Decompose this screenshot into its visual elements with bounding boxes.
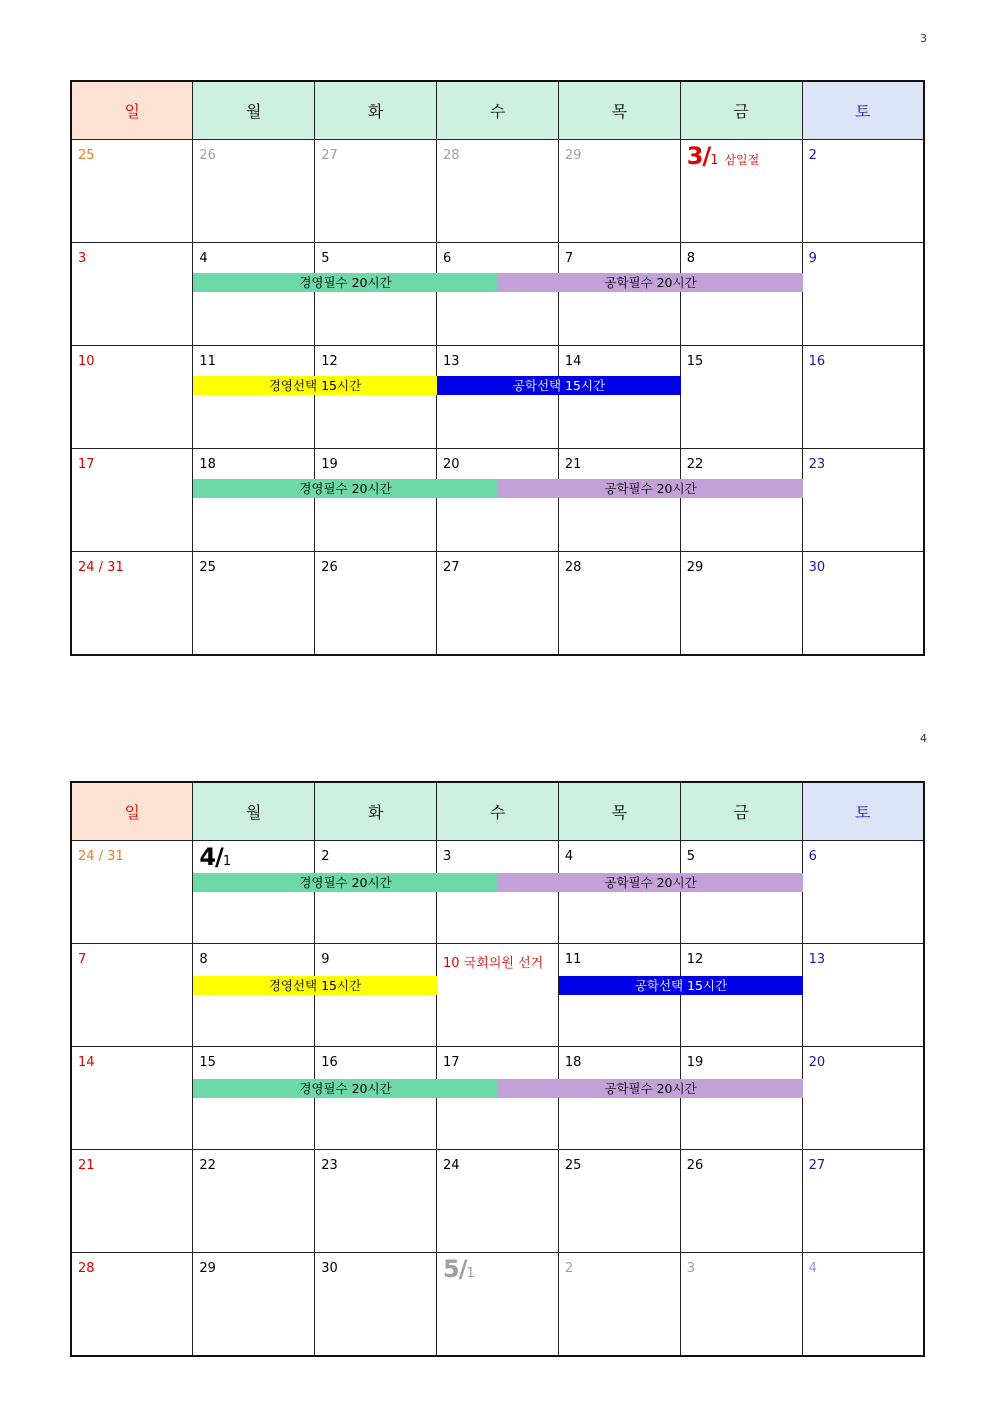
holiday-label: 10 국회의원 선거 xyxy=(443,956,544,971)
month-start-label xyxy=(443,1255,475,1283)
day-cell[interactable] xyxy=(193,1150,315,1253)
week-row xyxy=(71,449,924,552)
day-number: 30 xyxy=(321,1261,338,1276)
header-friday: 금 xyxy=(680,81,802,140)
day-number: 9 xyxy=(808,251,817,266)
day-cell[interactable] xyxy=(315,449,437,552)
day-cell[interactable] xyxy=(193,140,315,243)
day-number: 15 xyxy=(686,354,704,369)
day-cell[interactable] xyxy=(558,552,680,656)
month-number: 3 xyxy=(686,142,703,170)
day-number: 24 / 31 xyxy=(78,560,124,575)
header-tuesday: 화 xyxy=(315,782,437,841)
day-number: 29 xyxy=(199,1261,216,1276)
day-number: 8 xyxy=(686,251,695,266)
day-cell[interactable] xyxy=(437,140,559,243)
event-bar-management-required[interactable]: 경영필수 20시간 xyxy=(193,1079,498,1098)
day-cell[interactable] xyxy=(802,944,924,1047)
day-number: 28 xyxy=(78,1261,95,1276)
day-cell[interactable] xyxy=(315,243,437,346)
day-number: 1 xyxy=(710,153,719,168)
day-number: 27 xyxy=(443,560,460,575)
day-number: 21 xyxy=(78,1158,95,1173)
weekday-header-row xyxy=(71,81,924,140)
day-number: 18 xyxy=(199,457,216,472)
day-number: 26 xyxy=(199,148,216,163)
day-number: 25 xyxy=(78,148,95,163)
header-tuesday: 화 xyxy=(315,81,437,140)
event-bar-engineering-required[interactable]: 공학필수 20시간 xyxy=(498,479,803,498)
event-bar-engineering-elective[interactable]: 공학선택 15시간 xyxy=(559,976,803,995)
day-number: 21 xyxy=(564,457,582,472)
day-number: 29 xyxy=(686,560,704,575)
day-number: 20 xyxy=(443,457,460,472)
header-monday: 월 xyxy=(193,81,315,140)
day-number: 27 xyxy=(808,1158,826,1173)
day-number: 11 xyxy=(199,354,216,369)
day-cell[interactable] xyxy=(71,1150,193,1253)
day-cell[interactable] xyxy=(802,243,924,346)
day-number: 26 xyxy=(321,560,338,575)
day-number: 1 xyxy=(222,854,232,869)
event-bar-engineering-elective[interactable]: 공학선택 15시간 xyxy=(437,376,681,395)
day-number: 14 xyxy=(78,1055,95,1070)
day-cell[interactable] xyxy=(680,552,802,656)
header-friday: 금 xyxy=(680,782,802,841)
day-number: 17 xyxy=(78,457,95,472)
day-number: 7 xyxy=(564,251,574,266)
day-number: 28 xyxy=(443,148,460,163)
day-cell[interactable] xyxy=(558,243,680,346)
day-cell[interactable] xyxy=(558,1150,680,1253)
day-number: 25 xyxy=(564,1158,582,1173)
day-number: 3 xyxy=(78,251,87,266)
page-number: 4 xyxy=(920,732,927,745)
day-cell[interactable] xyxy=(71,449,193,552)
month-number: 5 xyxy=(443,1255,459,1283)
day-number: 19 xyxy=(686,1055,704,1070)
header-monday: 월 xyxy=(193,782,315,841)
day-number: 14 xyxy=(564,354,582,369)
day-cell[interactable] xyxy=(315,841,437,944)
day-cell[interactable] xyxy=(315,552,437,656)
day-cell[interactable] xyxy=(437,944,559,1047)
day-cell[interactable] xyxy=(71,243,193,346)
day-number: 16 xyxy=(321,1055,338,1070)
day-cell[interactable] xyxy=(437,449,559,552)
day-number: 12 xyxy=(686,952,704,967)
day-cell[interactable] xyxy=(558,449,680,552)
event-bar-management-required[interactable]: 경영필수 20시간 xyxy=(193,273,498,292)
day-cell[interactable] xyxy=(680,1253,802,1357)
week-row xyxy=(71,1150,924,1253)
day-cell[interactable] xyxy=(802,1253,924,1357)
week-row xyxy=(71,1253,924,1357)
day-number: 2 xyxy=(564,1261,574,1276)
month-start-label xyxy=(687,142,760,170)
day-cell[interactable] xyxy=(437,346,559,449)
day-cell[interactable] xyxy=(193,243,315,346)
day-cell[interactable] xyxy=(680,449,802,552)
week-row xyxy=(71,552,924,656)
day-cell[interactable] xyxy=(71,346,193,449)
day-number: 8 xyxy=(199,952,208,967)
day-cell[interactable] xyxy=(437,1150,559,1253)
day-cell[interactable] xyxy=(315,1253,437,1357)
day-cell[interactable] xyxy=(680,1150,802,1253)
day-cell[interactable] xyxy=(71,1253,193,1357)
day-cell[interactable] xyxy=(193,1047,315,1150)
day-number: 1 xyxy=(466,1266,475,1281)
day-cell[interactable] xyxy=(802,140,924,243)
day-number: 24 / 31 xyxy=(78,849,124,864)
week-row xyxy=(71,243,924,346)
day-cell[interactable] xyxy=(680,140,802,243)
day-number: 10 xyxy=(78,354,95,369)
week-row xyxy=(71,346,924,449)
day-cell[interactable] xyxy=(437,243,559,346)
header-saturday: 토 xyxy=(802,81,924,140)
day-number: 12 xyxy=(321,354,338,369)
day-cell[interactable] xyxy=(802,1047,924,1150)
day-number: 16 xyxy=(808,354,826,369)
day-cell[interactable] xyxy=(193,944,315,1047)
page-number: 3 xyxy=(920,32,927,45)
event-bar-management-required[interactable]: 경영필수 20시간 xyxy=(193,479,498,498)
day-number: 7 xyxy=(78,952,87,967)
month-number: 4 xyxy=(199,843,216,871)
day-cell[interactable] xyxy=(71,552,193,656)
day-number: 28 xyxy=(564,560,582,575)
day-cell[interactable] xyxy=(558,1253,680,1357)
day-cell[interactable] xyxy=(802,1150,924,1253)
header-sunday: 일 xyxy=(71,782,193,841)
day-number: 29 xyxy=(564,148,582,163)
day-cell[interactable] xyxy=(558,140,680,243)
day-number: 13 xyxy=(443,354,460,369)
day-cell[interactable] xyxy=(558,841,680,944)
day-number: 3 xyxy=(443,849,452,864)
day-cell[interactable] xyxy=(71,841,193,944)
day-number: 5 xyxy=(686,849,695,864)
day-number: 4 xyxy=(808,1261,817,1276)
april-calendar xyxy=(70,781,925,1357)
event-bar-engineering-required[interactable]: 공학필수 20시간 xyxy=(498,273,803,292)
day-number: 18 xyxy=(564,1055,582,1070)
day-cell[interactable] xyxy=(315,944,437,1047)
day-number: 4 xyxy=(199,251,208,266)
day-number: 26 xyxy=(686,1158,704,1173)
day-cell[interactable] xyxy=(558,1047,680,1150)
week-row xyxy=(71,140,924,243)
day-number: 13 xyxy=(808,952,826,967)
day-cell[interactable] xyxy=(802,449,924,552)
header-thursday: 목 xyxy=(558,81,680,140)
day-number: 23 xyxy=(321,1158,338,1173)
day-number: 24 xyxy=(443,1158,460,1173)
event-bar-management-elective[interactable]: 경영선택 15시간 xyxy=(193,976,437,995)
holiday-label: 삼일절 xyxy=(724,153,760,167)
day-number: 27 xyxy=(321,148,338,163)
day-cell[interactable] xyxy=(315,346,437,449)
day-number: 17 xyxy=(443,1055,460,1070)
day-cell[interactable] xyxy=(802,346,924,449)
day-cell[interactable] xyxy=(680,1047,802,1150)
week-row xyxy=(71,1047,924,1150)
day-cell[interactable] xyxy=(193,346,315,449)
day-number: 15 xyxy=(199,1055,216,1070)
header-thursday: 목 xyxy=(558,782,680,841)
day-cell[interactable] xyxy=(680,944,802,1047)
day-number: 3 xyxy=(686,1261,695,1276)
day-cell[interactable] xyxy=(680,346,802,449)
header-saturday: 토 xyxy=(802,782,924,841)
day-cell[interactable] xyxy=(71,140,193,243)
event-bar-engineering-required[interactable]: 공학필수 20시간 xyxy=(498,1079,803,1098)
day-number: 22 xyxy=(199,1158,216,1173)
day-cell[interactable] xyxy=(558,346,680,449)
day-cell[interactable] xyxy=(193,449,315,552)
day-number: 2 xyxy=(808,148,817,163)
event-bar-management-required[interactable]: 경영필수 20시간 xyxy=(193,873,498,892)
day-number: 6 xyxy=(808,849,817,864)
day-number: 30 xyxy=(808,560,826,575)
day-cell[interactable] xyxy=(71,944,193,1047)
march-calendar xyxy=(70,80,925,656)
day-number: 20 xyxy=(808,1055,826,1070)
header-sunday: 일 xyxy=(71,81,193,140)
day-cell[interactable] xyxy=(680,841,802,944)
day-cell[interactable] xyxy=(71,1047,193,1150)
day-cell[interactable] xyxy=(802,552,924,656)
day-cell[interactable] xyxy=(437,841,559,944)
day-cell[interactable] xyxy=(680,243,802,346)
weekday-header-row xyxy=(71,782,924,841)
day-cell[interactable] xyxy=(437,552,559,656)
day-number: 2 xyxy=(321,849,330,864)
day-cell[interactable] xyxy=(315,140,437,243)
day-cell[interactable] xyxy=(193,841,315,944)
week-row xyxy=(71,944,924,1047)
day-cell[interactable] xyxy=(437,1253,559,1357)
week-row xyxy=(71,841,924,944)
day-cell[interactable] xyxy=(315,1150,437,1253)
day-number: 9 xyxy=(321,952,330,967)
day-cell[interactable] xyxy=(193,1253,315,1357)
month-start-label xyxy=(199,843,231,871)
day-cell[interactable] xyxy=(193,552,315,656)
day-number: 6 xyxy=(443,251,452,266)
month-slash: / xyxy=(458,1255,467,1283)
day-number: 19 xyxy=(321,457,338,472)
month-slash: / xyxy=(702,142,711,170)
day-number: 4 xyxy=(564,849,574,864)
day-number: 5 xyxy=(321,251,330,266)
day-cell[interactable] xyxy=(802,841,924,944)
header-wednesday: 수 xyxy=(437,81,559,140)
event-bar-management-elective[interactable]: 경영선택 15시간 xyxy=(193,376,437,395)
event-bar-engineering-required[interactable]: 공학필수 20시간 xyxy=(498,873,803,892)
day-cell[interactable] xyxy=(437,1047,559,1150)
month-slash: / xyxy=(215,843,223,871)
day-cell[interactable] xyxy=(315,1047,437,1150)
day-number: 23 xyxy=(808,457,826,472)
day-number: 25 xyxy=(199,560,216,575)
day-cell[interactable] xyxy=(558,944,680,1047)
day-number: 11 xyxy=(564,952,582,967)
header-wednesday: 수 xyxy=(437,782,559,841)
day-number: 22 xyxy=(686,457,704,472)
